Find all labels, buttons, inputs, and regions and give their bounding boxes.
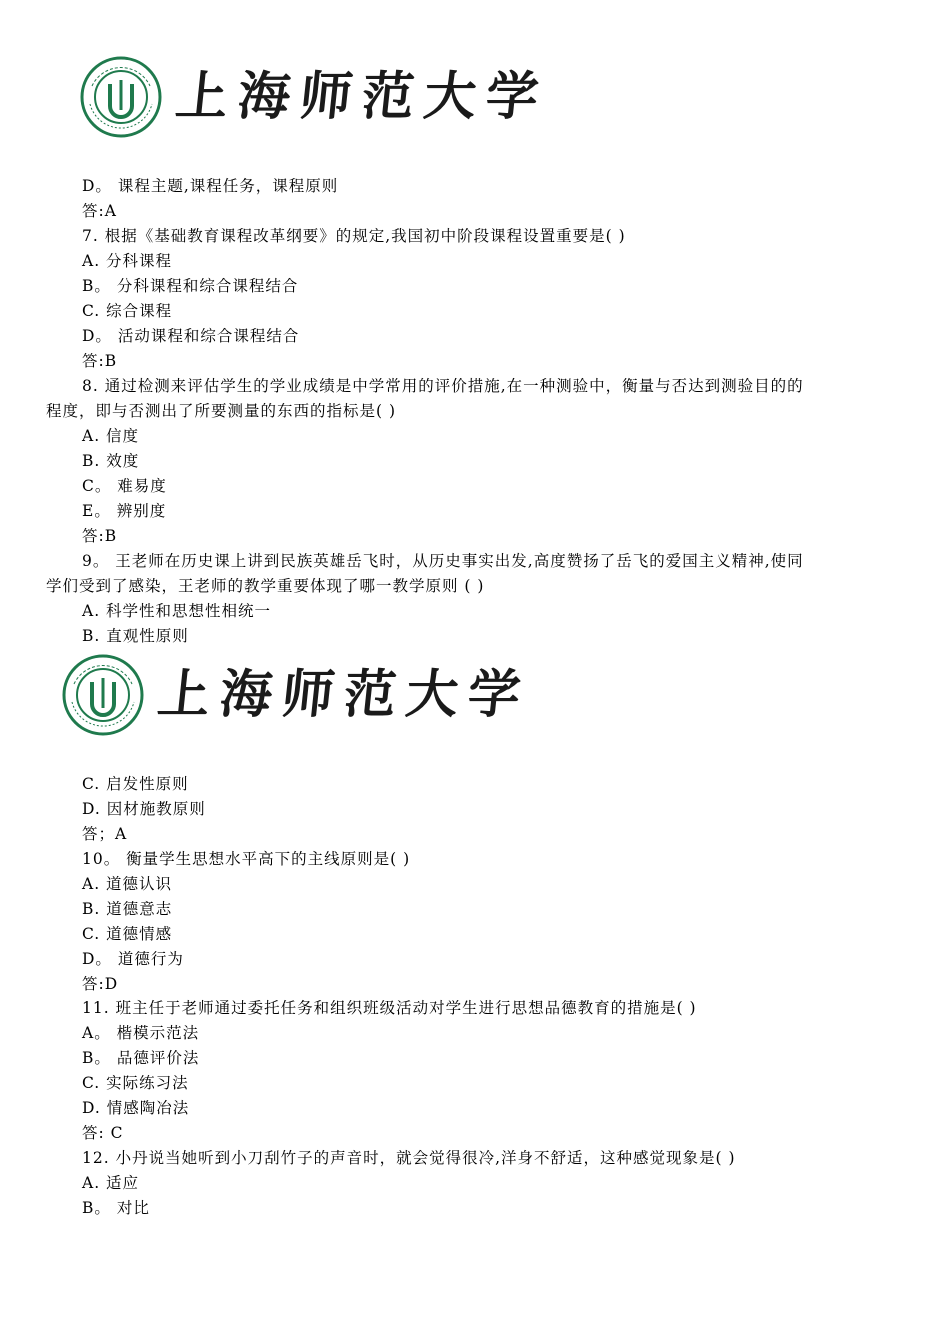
option-line: D。 课程主题,课程任务，课程原则 (82, 177, 339, 195)
question-line: 10。 衡量学生思想水平高下的主线原则是( ) (82, 850, 411, 868)
university-seal-icon (80, 56, 162, 138)
answer-line: 答:B (82, 527, 118, 545)
option-line: A. 分科课程 (82, 252, 173, 270)
option-line: A. 道德认识 (82, 875, 173, 893)
option-line: E。 辨别度 (82, 502, 167, 520)
university-name: 上海师范大学 (172, 66, 552, 127)
question-line: 12. 小丹说当她听到小刀刮竹子的声音时，就会觉得很冷,洋身不舒适，这种感觉现象是( ) (82, 1149, 736, 1167)
option-line: B。 品德评价法 (82, 1049, 200, 1067)
answer-line: 答:B (82, 352, 118, 370)
option-line: D。 道德行为 (82, 950, 184, 968)
question-line: 9。 王老师在历史课上讲到民族英雄岳飞时，从历史事实出发,高度赞扬了岳飞的爱国主义精神,使同 (82, 552, 804, 570)
university-seal-icon (62, 654, 144, 736)
answer-line: 答:D (82, 975, 119, 993)
option-line: C. 综合课程 (82, 302, 173, 320)
university-logo (80, 56, 552, 138)
option-line: C. 实际练习法 (82, 1074, 189, 1092)
question-line: 11. 班主任于老师通过委托任务和组织班级活动对学生进行思想品德教育的措施是( ) (82, 999, 697, 1017)
option-line: B。 对比 (82, 1199, 150, 1217)
option-line: B. 效度 (82, 452, 140, 470)
university-logo (62, 654, 534, 736)
question-line-continued: 程度，即与否测出了所要测量的东西的指标是( ) (46, 402, 397, 420)
option-line: A. 信度 (82, 427, 140, 445)
university-name: 上海师范大学 (154, 664, 534, 725)
option-line: A. 适应 (82, 1174, 140, 1192)
answer-line: 答；A (82, 825, 128, 843)
option-line: B. 道德意志 (82, 900, 173, 918)
question-line: 8. 通过检测来评估学生的学业成绩是中学常用的评价措施,在一种测验中，衡量与否达到测验目的的 (82, 377, 804, 395)
option-line: B. 直观性原则 (82, 627, 189, 645)
option-line: A. 科学性和思想性相统一 (82, 602, 272, 620)
option-line: D. 因材施教原则 (82, 800, 206, 818)
option-line: C. 启发性原则 (82, 775, 189, 793)
option-line: A。 楷模示范法 (82, 1024, 200, 1042)
option-line: C。 难易度 (82, 477, 167, 495)
option-line: D. 情感陶冶法 (82, 1099, 190, 1117)
answer-line: 答: C (82, 1124, 124, 1142)
option-line: B。 分科课程和综合课程结合 (82, 277, 299, 295)
answer-line: 答:A (82, 202, 117, 220)
question-line: 7. 根据《基础教育课程改革纲要》的规定,我国初中阶段课程设置重要是( ) (82, 227, 626, 245)
question-line-continued: 学们受到了感染，王老师的教学重要体现了哪一教学原则 ( ) (46, 577, 485, 595)
option-line: C. 道德情感 (82, 925, 173, 943)
option-line: D。 活动课程和综合课程结合 (82, 327, 300, 345)
